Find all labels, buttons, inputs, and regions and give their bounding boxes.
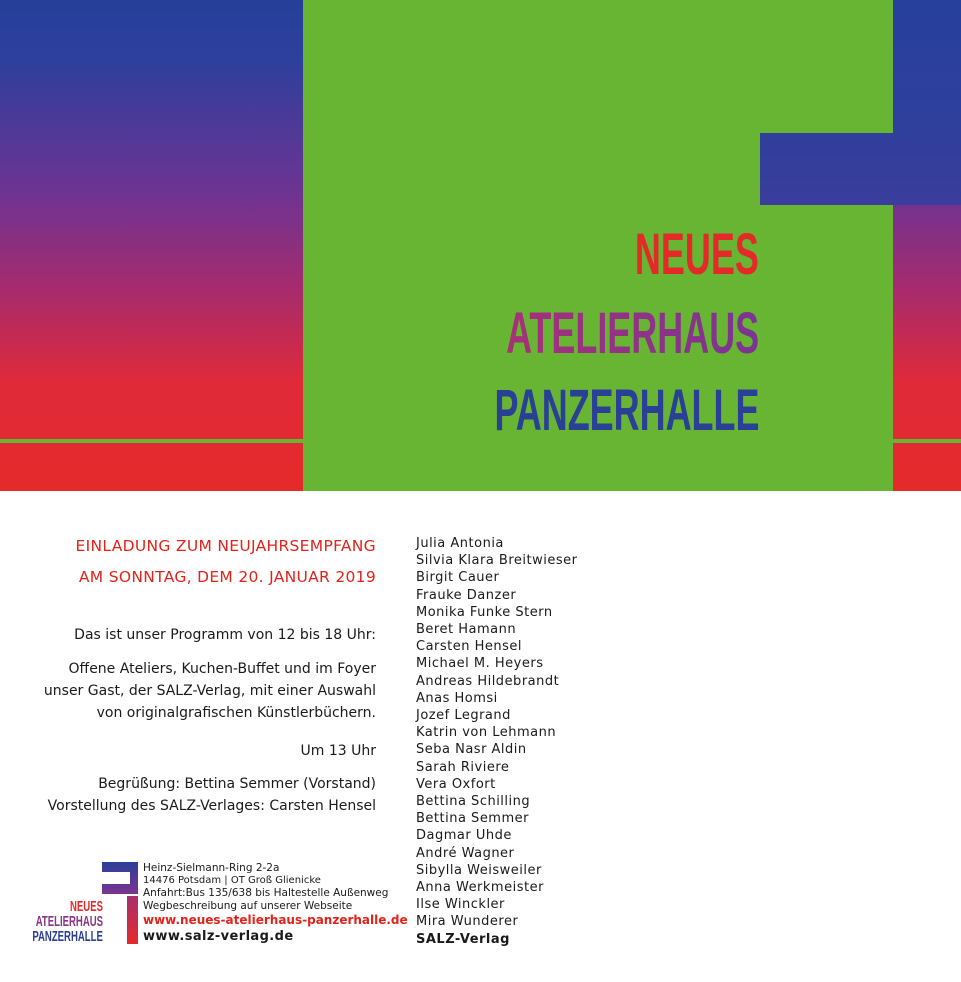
logo-text-neues: NEUES [70,899,103,915]
program-line: unser Gast, der SALZ-Verlag, mit einer Auswahl [43,683,376,699]
participant-name: Seba Nasr Aldin [416,742,527,758]
logo-text-panzerhalle: PANZERHALLE [32,929,103,945]
program-line: von originalgrafischen Künstlerbüchern. [96,705,376,721]
program-time: Um 13 Uhr [300,743,376,759]
program-description [44,658,376,724]
participant-name: Katrin von Lehmann [416,725,557,741]
participant-name: Carsten Hensel [416,639,523,655]
participant-name: Michael M. Heyers [416,656,544,672]
title-line-atelierhaus: ATELIERHAUS [505,301,759,366]
program-line: Offene Ateliers, Kuchen-Buffet und im Foyer [68,661,376,677]
green-stripe-left [0,439,303,443]
participant-name: Mira Wunderer [416,914,519,930]
title-line-neues: NEUES [635,222,759,287]
participant-name: Julia Antonia [416,536,504,551]
participant-name: Frauke Danzer [416,587,517,603]
logo-mark-bar [127,896,138,944]
invitation-date: AM SONNTAG, DEM 20. JANUAR 2019 [78,568,376,586]
title-line-panzerhalle: PANZERHALLE [493,378,759,443]
footer-logo [30,862,140,944]
participant-name: Sibylla Weisweiler [416,862,542,878]
participant-name: Silvia Klara Breitwieser [416,553,578,569]
participant-name: Andreas Hildebrandt [416,673,560,689]
participants-list [416,535,577,948]
participant-name: SALZ-Verlag [416,931,510,947]
logo-text-atelierhaus: ATELIERHAUS [35,914,103,930]
participant-name: Bettina Schilling [416,794,531,810]
directions-note: Wegbeschreibung auf unserer Webseite [143,899,353,912]
address-street: Heinz-Sielmann-Ring 2-2a [143,862,280,874]
website-link-salz[interactable]: www.salz-verlag.de [143,929,294,944]
invitation-heading: EINLADUNG ZUM NEUJAHRSEMPFANG [75,537,376,555]
logo-mark-cutout [102,872,130,884]
address-block [143,862,408,945]
transit-info: Anfahrt:Bus 135/638 bis Haltestelle Außenweg [143,887,389,899]
participant-name: Vera Oxfort [416,776,496,792]
program-greeting [48,773,376,817]
participant-name: Beret Hamann [416,622,517,638]
participant-name: Jozef Legrand [416,708,511,724]
greeting-line: Begrüßung: Bettina Semmer (Vorstand) [98,776,376,792]
participant-name: Birgit Cauer [416,570,500,586]
participant-name: Dagmar Uhde [416,828,512,844]
website-link-atelierhaus[interactable]: www.neues-atelierhaus-panzerhalle.de [143,913,408,927]
gradient-band-left [0,0,303,491]
participant-name: Bettina Semmer [416,811,529,827]
address-city: 14476 Potsdam | OT Groß Glienicke [143,874,321,886]
greeting-line: Vorstellung des SALZ-Verlages: Carsten Hensel [47,798,376,814]
green-notch-top [760,0,893,133]
participant-name: Ilse Winckler [416,897,505,913]
participant-name: Anna Werkmeister [416,880,544,896]
participant-name: Monika Funke Stern [416,604,553,620]
participant-name: Sarah Riviere [416,759,510,775]
program-intro: Das ist unser Programm von 12 bis 18 Uhr: [74,627,376,643]
participant-name: André Wagner [416,845,515,861]
green-stripe-right [893,439,961,443]
participant-name: Anas Homsi [416,690,498,706]
